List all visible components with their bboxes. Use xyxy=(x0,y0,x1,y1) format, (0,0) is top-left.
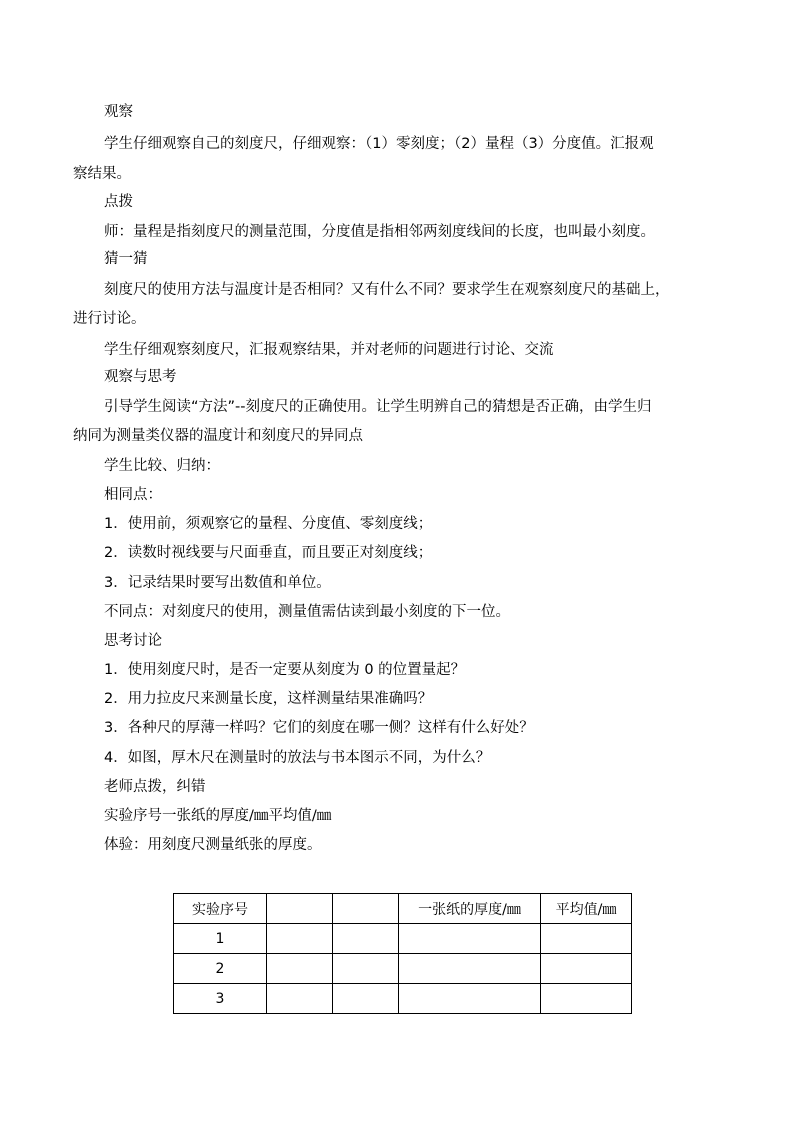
paragraph-guess-line2: 进行讨论。 xyxy=(73,311,146,327)
heading-hint: 点拨 xyxy=(104,194,133,210)
table-cell: 3 xyxy=(174,984,267,1014)
difference-point: 不同点：对刻度尺的使用，测量值需估读到最小刻度的下一位。 xyxy=(104,604,510,620)
table-cell: 2 xyxy=(174,954,267,984)
table-header-cell: 平均值/㎜ xyxy=(541,894,632,924)
table-cell xyxy=(541,924,632,954)
table-header-cell xyxy=(267,894,333,924)
table-header-cell xyxy=(333,894,399,924)
table-cell xyxy=(333,954,399,984)
table-row xyxy=(174,984,632,1014)
paragraph-observe-line1: 学生仔细观察自己的刻度尺，仔细观察：（1）零刻度；（2）量程（3）分度值。汇报观 xyxy=(104,136,654,152)
table-cell xyxy=(399,924,541,954)
table-cell xyxy=(399,984,541,1014)
table-cell xyxy=(333,984,399,1014)
same-point-item: 2．读数时视线要与尺面垂直，而且要正对刻度线； xyxy=(104,545,433,561)
table-cell xyxy=(267,924,333,954)
table-cell xyxy=(333,924,399,954)
table-cell xyxy=(267,984,333,1014)
table-cell: 1 xyxy=(174,924,267,954)
table-cell xyxy=(267,954,333,984)
table-caption: 实验序号一张纸的厚度/㎜平均值/㎜ xyxy=(104,808,332,824)
table-cell xyxy=(399,954,541,984)
table-header-cell: 实验序号 xyxy=(174,894,267,924)
heading-guess: 猜一猜 xyxy=(104,251,148,267)
same-point-item: 1．使用前，须观察它的量程、分度值、零刻度线； xyxy=(104,516,433,532)
table-header-cell: 一张纸的厚度/㎜ xyxy=(399,894,541,924)
table-row xyxy=(174,924,632,954)
discuss-item: 1．使用刻度尺时，是否一定要从刻度为 0 的位置量起？ xyxy=(104,662,466,678)
table-header-row xyxy=(174,894,632,924)
paragraph-students-observe: 学生仔细观察刻度尺，汇报观察结果，并对老师的问题进行讨论、交流 xyxy=(104,342,554,358)
discuss-item: 2．用力拉皮尺来测量长度，这样测量结果准确吗？ xyxy=(104,691,433,707)
paragraph-guess-line1: 刻度尺的使用方法与温度计是否相同？又有什么不同？要求学生在观察刻度尺的基础上， xyxy=(104,282,670,298)
same-point-item: 3．记录结果时要写出数值和单位。 xyxy=(104,575,331,591)
paragraph-hint: 师：量程是指刻度尺的测量范围，分度值是指相邻两刻度线间的长度，也叫最小刻度。 xyxy=(104,224,655,240)
paragraph-guide-line2: 纳同为测量类仪器的温度计和刻度尺的异同点 xyxy=(73,428,363,444)
experience-instruction: 体验：用刻度尺测量纸张的厚度。 xyxy=(104,837,322,853)
heading-observe-think: 观察与思考 xyxy=(104,369,177,385)
measurement-table xyxy=(173,893,632,1014)
paragraph-observe-line2: 察结果。 xyxy=(73,166,131,182)
heading-discuss: 思考讨论 xyxy=(104,633,162,649)
heading-same-points: 相同点： xyxy=(104,487,162,503)
teacher-hint: 老师点拨，纠错 xyxy=(104,779,206,795)
table-cell xyxy=(541,984,632,1014)
table-row xyxy=(174,954,632,984)
discuss-item: 4．如图，厚木尺在测量时的放法与书本图示不同，为什么？ xyxy=(104,750,491,766)
paragraph-compare: 学生比较、归纳： xyxy=(104,458,220,474)
discuss-item: 3．各种尺的厚薄一样吗？它们的刻度在哪一侧？这样有什么好处？ xyxy=(104,720,534,736)
paragraph-guide-line1: 引导学生阅读“方法”--刻度尺的正确使用。让学生明辨自己的猜想是否正确，由学生归 xyxy=(104,399,652,415)
heading-observe: 观察 xyxy=(104,104,133,120)
table-cell xyxy=(541,954,632,984)
